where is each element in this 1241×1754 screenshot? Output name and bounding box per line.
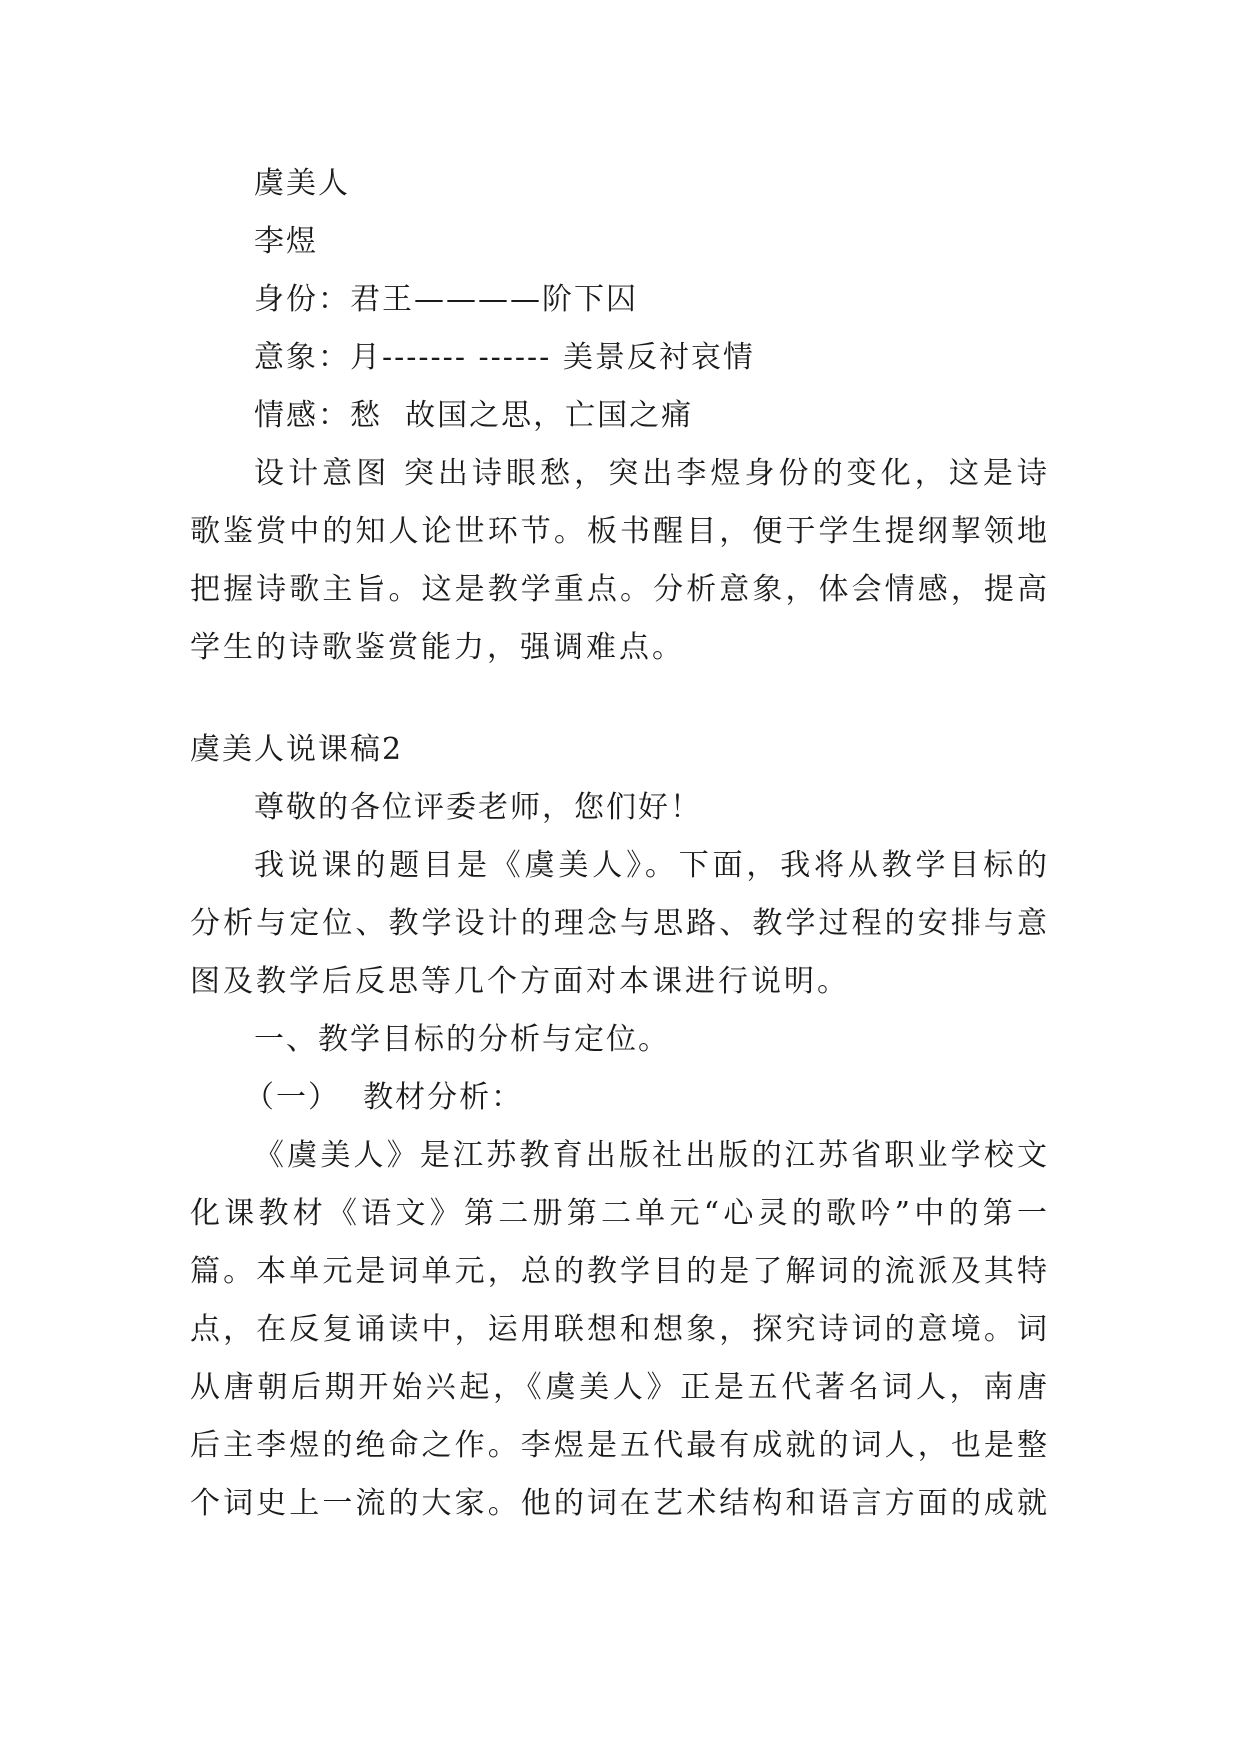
imagery-line: 意象：月------- ------ 美景反衬哀情 [254,340,755,375]
section-heading: 虞美人说课稿2 [190,732,404,767]
paragraph-line: 学生的诗歌鉴赏能力，强调难点。 [190,630,685,665]
subsection-title: （一） 教材分析： [244,1080,524,1115]
poem-author: 李煜 [254,224,318,259]
paragraph-line: 篇。本单元是词单元，总的教学目的是了解词的流派及其特 [190,1254,1050,1289]
section-one-title: 一、教学目标的分析与定位。 [254,1022,670,1057]
design-intent-paragraph [190,445,1050,677]
paragraph-line: 个词史上一流的大家。他的词在艺术结构和语言方面的成就 [190,1486,1050,1521]
emotion-line: 情感：愁 故国之思，亡国之痛 [254,398,694,433]
poem-title: 虞美人 [254,166,350,201]
paragraph-line: 《虞美人》是江苏教育出版社出版的江苏省职业学校文 [254,1138,1050,1173]
greeting-line: 尊敬的各位评委老师，您们好！ [254,790,702,825]
paragraph-line: 把握诗歌主旨。这是教学重点。分析意象，体会情感，提高 [190,572,1050,607]
paragraph-line: 我说课的题目是《虞美人》。下面，我将从教学目标的 [254,848,1050,883]
paragraph-line: 点，在反复诵读中，运用联想和想象，探究诗词的意境。词 [190,1312,1050,1347]
identity-line: 身份：君王————阶下囚 [254,282,638,317]
paragraph-line: 分析与定位、教学设计的理念与思路、教学过程的安排与意 [190,906,1050,941]
paragraph-line: 设计意图 突出诗眼愁，突出李煜身份的变化，这是诗 [254,456,1050,491]
textbook-analysis-paragraph [190,1127,1050,1533]
intro-paragraph [190,837,1050,1011]
section-gap [190,677,1050,721]
document-body [190,155,1050,1533]
paragraph-line: 从唐朝后期开始兴起，《虞美人》正是五代著名词人，南唐 [190,1370,1050,1405]
paragraph-line: 后主李煜的绝命之作。李煜是五代最有成就的词人，也是整 [190,1428,1050,1463]
paragraph-line: 图及教学后反思等几个方面对本课进行说明。 [190,964,850,999]
paragraph-line: 化课教材《语文》第二册第二单元“心灵的歌吟”中的第一 [190,1196,1050,1231]
paragraph-line: 歌鉴赏中的知人论世环节。板书醒目，便于学生提纲挈领地 [190,514,1050,549]
